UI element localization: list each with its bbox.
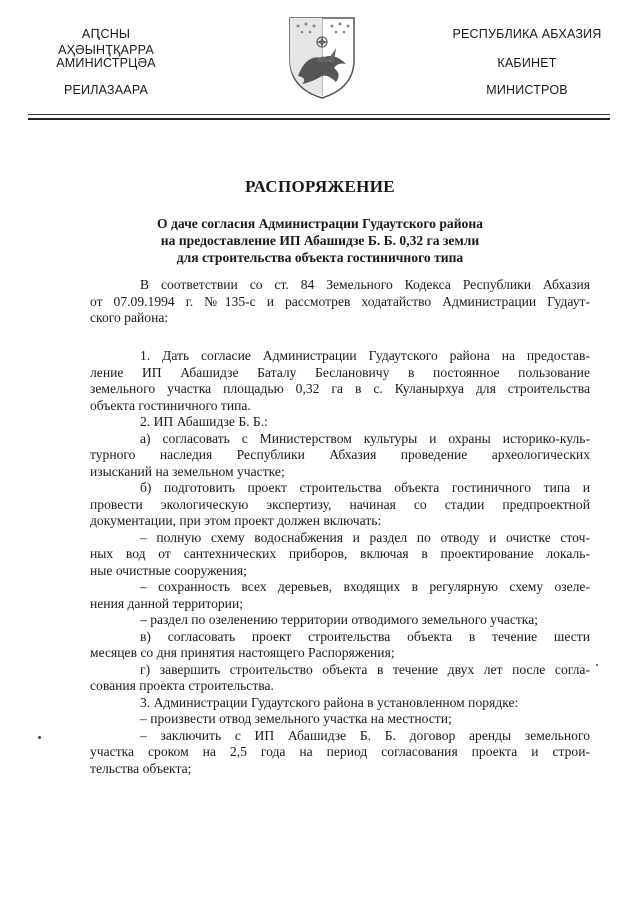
item-line: ление ИП Абашидзе Баталу Беслановичу в постоянное пользование [90,364,590,380]
item-line: объекта гостиничного типа. [90,397,251,413]
item-line: месяцев со дня принятия настоящего Распоряжения; [90,645,395,660]
header-right-line-3: МИНИСТРОВ [486,83,568,97]
item-line: 1. Дать согласие Администрации Гудаутского района на предостав- [140,348,590,363]
scan-speck [596,664,598,666]
item-line: тельства объекта; [90,760,192,776]
header-left-line-3: РЕИЛАЗААРА [63,83,149,97]
item-line: нения данной территории; [90,595,244,611]
header-left-line-2: АМИНИСТРЦӘА [56,56,156,70]
item-line: а) согласовать с Министерством культуры и охраны историко-куль- [140,430,590,446]
item-line: 2. ИП Абашидзе Б. Б.: [140,414,268,429]
item-line: г) завершить строительство объекта в течение двух лет после согла- [140,661,590,677]
item-line: – полную схему водоснабжения и раздел по отводу и очистке сточ- [140,529,590,545]
subtitle-line: на предоставление ИП Абашидзе Б. Б. 0,32 га земли [160,233,480,248]
item-line: – заключить с ИП Абашидзе Б. Б. договор аренды земельного [140,727,590,743]
header-divider-thick [28,118,610,120]
coat-of-arms-icon [276,12,368,102]
item-line: – раздел по озеленению территории отводимого земельного участка; [140,612,539,627]
item-line: ных вод от сантехнических приборов, включая в проектирование локаль- [90,546,590,561]
item-line: б) подготовить проект строительства объекта гостиничного типа и [140,480,590,495]
header-left-line-1: АԤСНЫ АҲӘЫНҬҚАРРА [58,27,154,57]
item-line: документации, при этом проект должен включать: [90,513,382,528]
item-line: турного наследия Республики Абхазия проведение археологических [90,447,590,462]
preamble-paragraph [90,277,590,327]
item-line: 3. Администрации Гудаутского района в установленном порядке: [140,694,519,710]
header-divider-thin [28,114,610,115]
item-line: – произвести отвод земельного участка на местности; [140,711,452,726]
subtitle-line: для строительства объекта гостиничного типа [176,250,464,265]
item-line: ные очистные сооружения; [90,562,247,578]
document-title: РАСПОРЯЖЕНИЕ [245,177,395,196]
item-line: земельного участка площадью 0,32 га в с. Куланырхуа для строительства [90,381,590,396]
scan-speck [38,736,41,739]
items-block [90,348,590,777]
header-right-line-2: КАБИНЕТ [497,56,557,70]
item-line: изысканий на земельном участке; [90,463,285,479]
subtitle-line: О даче согласия Администрации Гудаутского района [157,216,483,231]
item-line: – сохранность всех деревьев, входящих в регулярную схему озеле- [140,579,590,594]
header-right-line-1: РЕСПУБЛИКА АБХАЗИЯ [452,27,602,41]
item-line: сования проекта строительства. [90,678,274,693]
preamble-line: ского района: [90,310,169,325]
document-subtitle [100,215,540,266]
preamble-line: В соответствии со ст. 84 Земельного Кодекса Республики Абхазия [140,277,590,292]
item-line: участка сроком на 2,5 года на период согласования проекта и строи- [90,744,590,759]
item-line: провести экологическую экспертизу, начиная со стадии предпроектной [90,496,590,512]
preamble-line: от 07.09.1994 г. №135-с и рассмотрев ходатайство Администрации Гудаут- [90,293,590,309]
item-line: в) согласовать проект строительства объекта в течение шести [140,628,590,644]
